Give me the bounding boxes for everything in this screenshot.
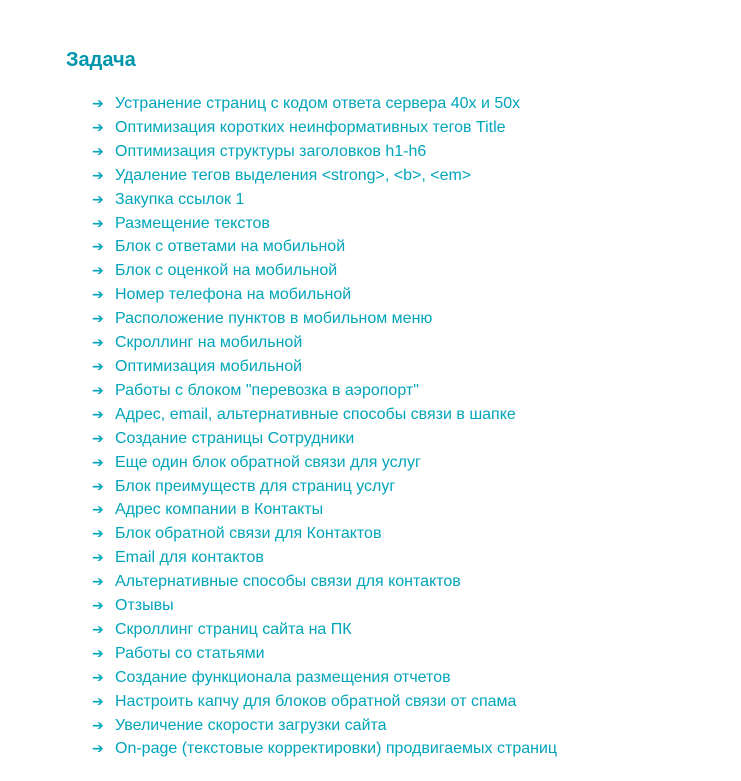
task-link[interactable]: Оптимизация структуры заголовков h1-h6 [115,142,427,160]
arrow-right-icon: ➔ [92,286,104,303]
arrow-right-icon: ➔ [92,716,104,733]
task-link[interactable]: Альтернативные способы связи для контактов [115,573,461,591]
task-list-item [92,666,741,690]
arrow-right-icon: ➔ [92,118,104,135]
task-link[interactable]: Адрес компании в Контакты [115,501,324,519]
arrow-right-icon: ➔ [92,262,104,279]
arrow-right-icon: ➔ [92,166,104,183]
arrow-right-icon: ➔ [92,501,104,518]
task-list-item [92,475,741,499]
task-list-item [92,498,741,522]
task-list-item [92,403,741,427]
arrow-right-icon: ➔ [92,381,104,398]
task-list-item [92,594,741,618]
task-link[interactable]: Устранение страниц с кодом ответа сервера 40x и 50x [115,95,521,112]
task-link[interactable]: Увеличение скорости загрузки сайта [115,716,387,734]
task-link[interactable]: Блок обратной связи для Контактов [115,525,382,543]
arrow-right-icon: ➔ [92,95,104,111]
arrow-right-icon: ➔ [92,190,104,207]
arrow-right-icon: ➔ [92,142,104,159]
task-list-item [92,714,741,738]
task-link[interactable]: Настроить капчу для блоков обратной связи от спама [115,692,517,710]
page-title: Задача [66,49,136,71]
arrow-right-icon: ➔ [92,429,104,446]
task-list-item [92,642,741,666]
arrow-right-icon: ➔ [92,477,104,494]
task-list-item [92,737,741,761]
arrow-right-icon: ➔ [92,549,104,566]
task-list-item [92,331,741,355]
task-list-item [92,546,741,570]
task-link[interactable]: Блок преимуществ для страниц услуг [115,477,396,495]
task-link[interactable]: Отзывы [115,597,174,615]
arrow-right-icon: ➔ [92,357,104,374]
task-list-item [92,379,741,403]
task-list-item [92,522,741,546]
task-list-item [92,188,741,212]
arrow-right-icon: ➔ [92,405,104,422]
task-list-item [92,427,741,451]
task-link[interactable]: Создание функционала размещения отчетов [115,668,451,686]
task-link[interactable]: Работы с блоком "перевозка в аэропорт" [115,381,419,399]
arrow-right-icon: ➔ [92,597,104,614]
arrow-right-icon: ➔ [92,214,104,231]
task-link[interactable]: Номер телефона на мобильной [115,286,352,304]
task-list-item [92,618,741,642]
arrow-right-icon: ➔ [92,525,104,542]
task-list-item [92,355,741,379]
arrow-right-icon: ➔ [92,453,104,470]
arrow-right-icon: ➔ [92,668,104,685]
arrow-right-icon: ➔ [92,334,104,351]
task-link[interactable]: Email для контактов [115,549,264,567]
arrow-right-icon: ➔ [92,692,104,709]
task-list-item [92,307,741,331]
arrow-right-icon: ➔ [92,573,104,590]
task-link[interactable]: Удаление тегов выделения <strong>, <b>, <em> [115,166,472,184]
task-link[interactable]: Блок с оценкой на мобильной [115,262,338,280]
arrow-right-icon: ➔ [92,620,104,637]
task-link[interactable]: Закупка ссылок 1 [115,190,245,208]
task-link[interactable]: Оптимизация коротких неинформативных тегов Title [115,118,506,136]
task-list-item [92,116,741,140]
task-link[interactable]: Скроллинг страниц сайта на ПК [115,620,352,638]
arrow-right-icon: ➔ [92,238,104,255]
task-list-item [92,283,741,307]
task-link[interactable]: On-page (текстовые корректировки) продвигаемых страниц [115,740,558,758]
task-list-item [92,164,741,188]
task-list-item [92,235,741,259]
task-list-item [92,92,741,116]
task-link[interactable]: Работы со статьями [115,644,265,662]
task-list-item [92,140,741,164]
task-link[interactable]: Адрес, email, альтернативные способы связи в шапке [115,405,516,423]
task-link[interactable]: Оптимизация мобильной [115,357,303,375]
task-list [92,92,741,761]
task-link[interactable]: Размещение текстов [115,214,270,232]
task-link[interactable]: Расположение пунктов в мобильном меню [115,310,433,328]
task-link[interactable]: Еще один блок обратной связи для услуг [115,453,421,471]
task-link[interactable]: Блок с ответами на мобильной [115,238,346,256]
arrow-right-icon: ➔ [92,740,104,757]
task-list-item [92,570,741,594]
task-list-item [92,451,741,475]
arrow-right-icon: ➔ [92,310,104,327]
task-list-item [92,212,741,236]
task-list-item [92,690,741,714]
task-link[interactable]: Создание страницы Сотрудники [115,429,355,447]
task-list-item [92,259,741,283]
arrow-right-icon: ➔ [92,644,104,661]
task-link[interactable]: Скроллинг на мобильной [115,334,303,352]
